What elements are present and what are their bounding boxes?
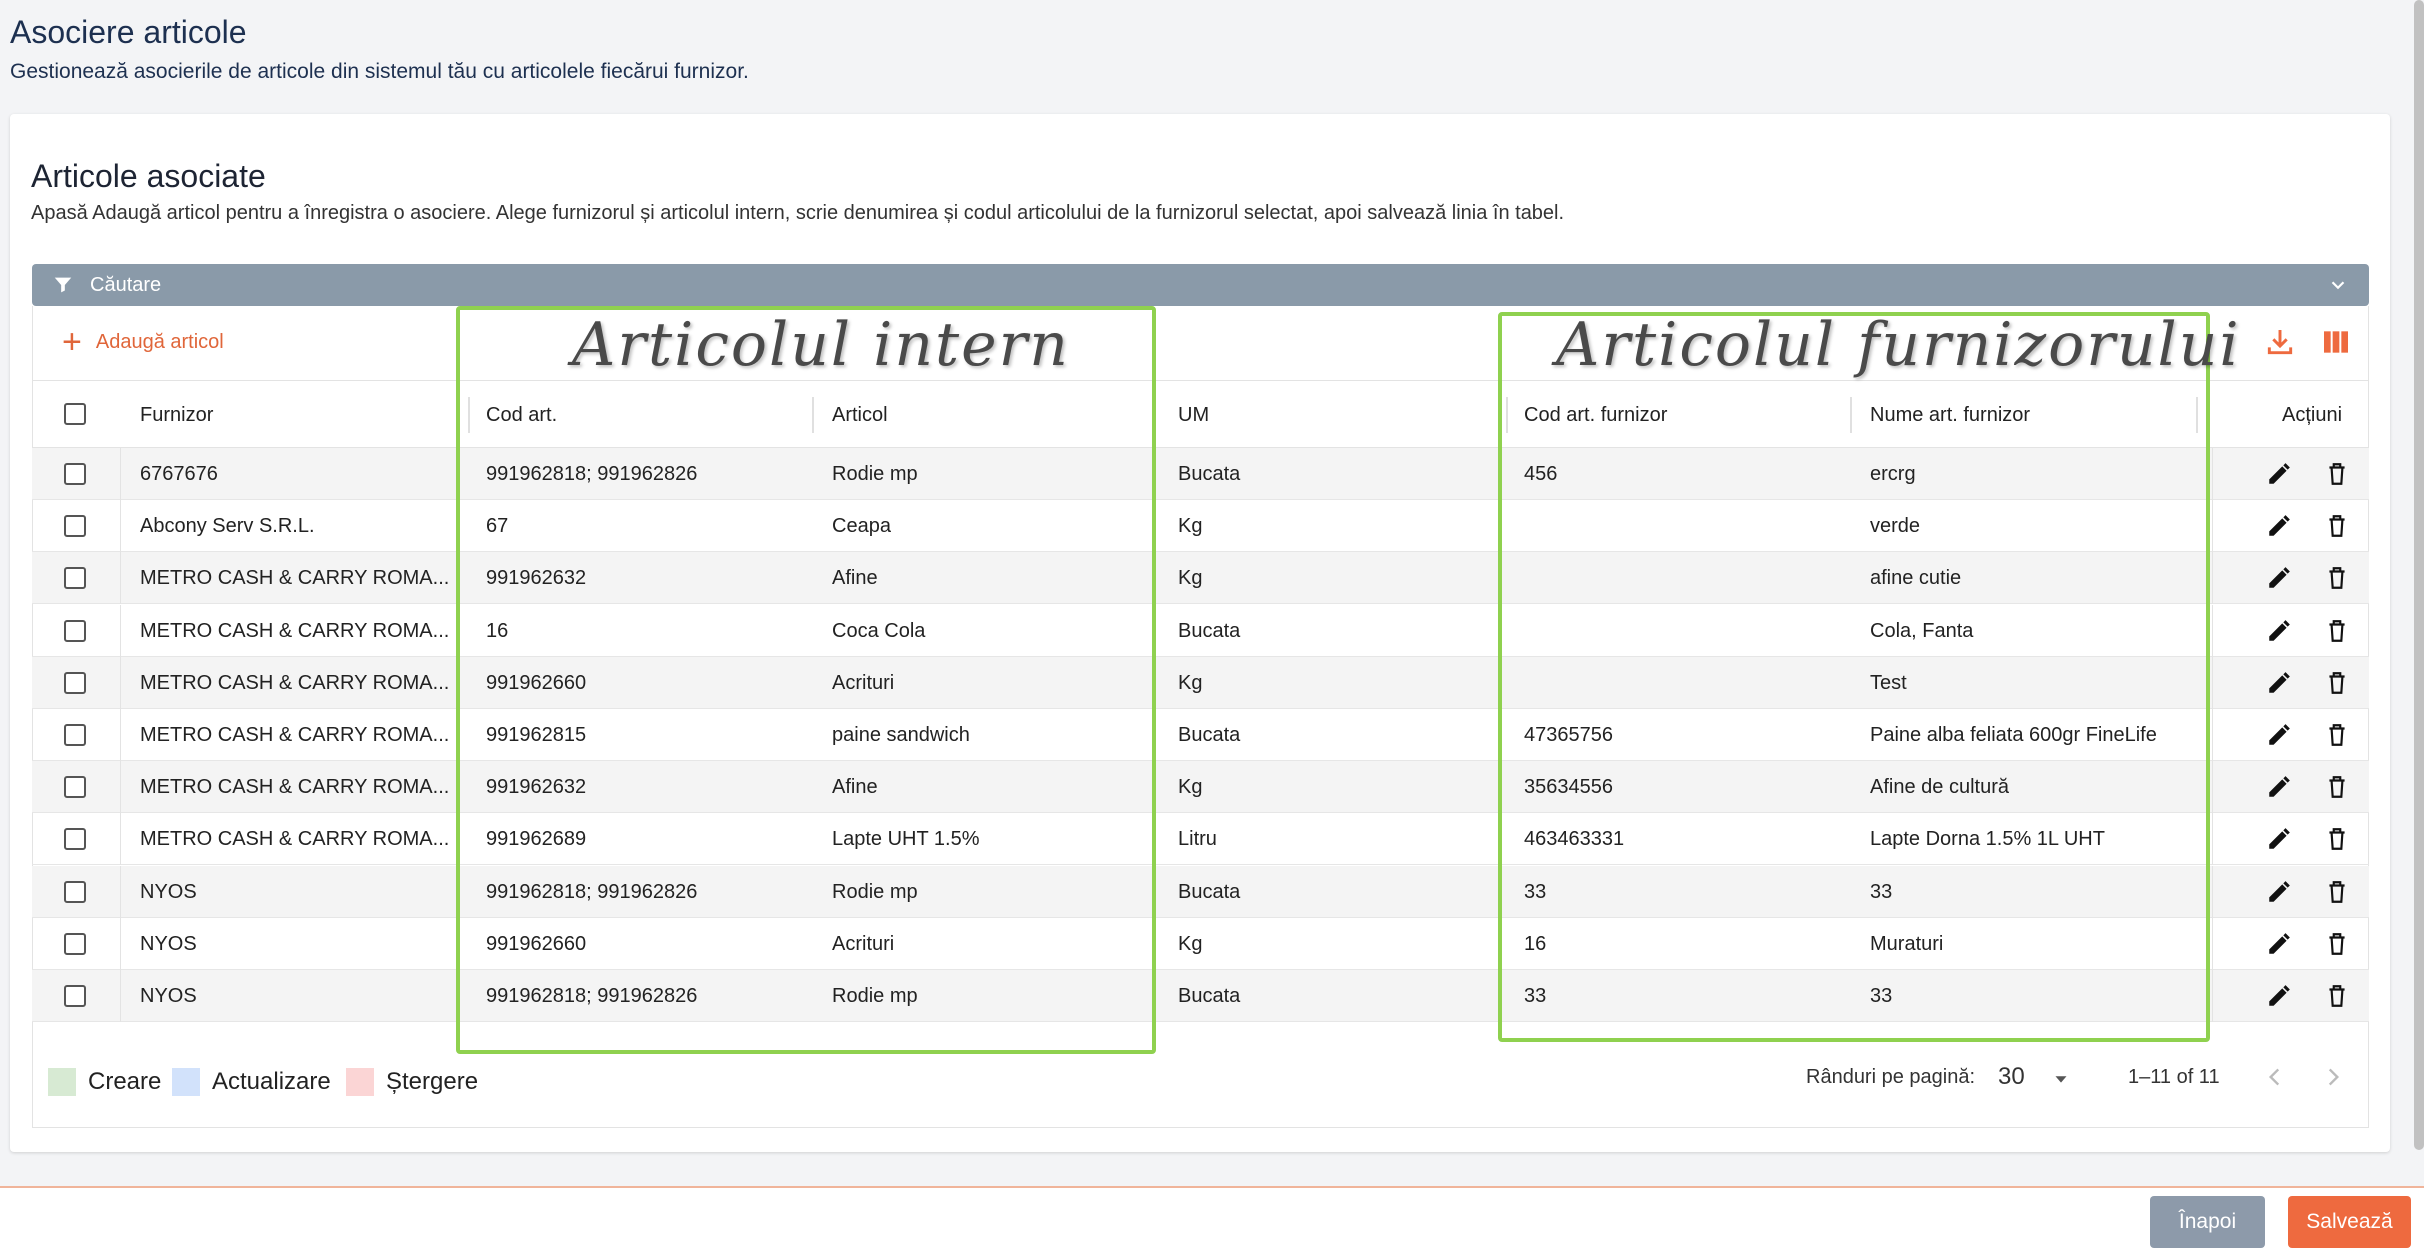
edit-icon[interactable] bbox=[2266, 670, 2292, 696]
save-button[interactable]: Salvează bbox=[2288, 1196, 2411, 1248]
cell-nume-art-furnizor: Paine alba feliata 600gr FineLife bbox=[1870, 724, 2157, 746]
supplier-item-annotation-box bbox=[1498, 312, 2210, 1042]
cell-furnizor: 6767676 bbox=[140, 463, 218, 485]
row-checkbox[interactable] bbox=[64, 881, 86, 903]
cell-divider bbox=[2212, 813, 2213, 865]
download-icon[interactable] bbox=[2264, 326, 2296, 358]
cell-um: Kg bbox=[1178, 515, 1203, 538]
cell-articol: Coca Cola bbox=[832, 619, 926, 642]
edit-icon[interactable] bbox=[2266, 826, 2292, 852]
cell-cod-art-furnizor: 463463331 bbox=[1524, 828, 1625, 851]
cell-divider bbox=[2212, 448, 2213, 500]
row-checkbox[interactable] bbox=[64, 985, 86, 1007]
card-title: Articole asociate bbox=[31, 158, 266, 194]
cell-divider bbox=[2212, 970, 2213, 1022]
page-subtitle: Gestionează asocierile de articole din sistemul tău cu articolele fiecărui furnizor. bbox=[10, 60, 749, 83]
delete-icon[interactable] bbox=[2324, 826, 2350, 852]
cell-nume-art-furnizor: Lapte Dorna 1.5% 1L UHT bbox=[1870, 828, 2105, 851]
add-item-label: Adaugă articol bbox=[95, 330, 224, 353]
legend-label: Actualizare bbox=[212, 1068, 331, 1095]
cell-um: Bucata bbox=[1178, 619, 1241, 642]
cell-nume-art-furnizor: Test bbox=[1870, 671, 1907, 694]
cell-furnizor: NYOS bbox=[140, 932, 197, 955]
cell-um: Bucata bbox=[1178, 985, 1241, 1007]
cell-furnizor: METRO CASH & CARRY ROMA... bbox=[140, 776, 450, 799]
edit-icon[interactable] bbox=[2266, 565, 2292, 591]
cell-divider bbox=[120, 813, 121, 865]
columns-icon[interactable] bbox=[2320, 326, 2352, 358]
header-cod-art[interactable]: Cod art. bbox=[486, 404, 558, 426]
cell-cod-art-furnizor: 456 bbox=[1524, 463, 1558, 485]
cell-furnizor: NYOS bbox=[140, 985, 197, 1007]
cell-furnizor: METRO CASH & CARRY ROMA... bbox=[140, 828, 450, 851]
row-checkbox[interactable] bbox=[64, 933, 86, 955]
cell-um: Kg bbox=[1178, 776, 1203, 799]
cell-um: Kg bbox=[1178, 671, 1203, 694]
delete-icon[interactable] bbox=[2324, 513, 2350, 539]
cell-articol: Lapte UHT 1.5% bbox=[832, 828, 980, 851]
cell-articol: Acrituri bbox=[832, 671, 895, 694]
cell-um: Bucata bbox=[1178, 463, 1241, 485]
supplier-item-annotation-label: Articolul furnizorului bbox=[1556, 310, 2241, 380]
cell-divider bbox=[120, 918, 121, 970]
cell-divider bbox=[2212, 866, 2213, 918]
cell-cod-art: 67 bbox=[486, 515, 509, 538]
delete-icon[interactable] bbox=[2324, 565, 2350, 591]
card-description: Apasă Adaugă articol pentru a înregistra o asociere. Alege furnizorul și articolul intern, scrie denumirea și codul articolului de la furnizorul selectat, apoi salvează linia în tabel. bbox=[31, 202, 1565, 224]
row-checkbox[interactable] bbox=[64, 620, 86, 642]
cell-nume-art-furnizor: Afine de cultură bbox=[1870, 776, 2009, 799]
cell-cod-art: 991962815 bbox=[486, 724, 587, 746]
header-um[interactable]: UM bbox=[1178, 404, 1210, 426]
row-checkbox[interactable] bbox=[64, 463, 86, 485]
legend-create bbox=[48, 1068, 161, 1096]
cell-nume-art-furnizor: verde bbox=[1870, 515, 1921, 538]
delete-icon[interactable] bbox=[2324, 618, 2350, 644]
cell-divider bbox=[120, 709, 121, 761]
cell-nume-art-furnizor: afine cutie bbox=[1870, 567, 1962, 590]
cell-nume-art-furnizor: Cola, Fanta bbox=[1870, 619, 1974, 642]
cell-nume-art-furnizor: ercrg bbox=[1870, 463, 1916, 485]
cell-divider bbox=[120, 500, 121, 552]
cell-cod-art: 16 bbox=[486, 619, 509, 642]
select-all-checkbox[interactable] bbox=[64, 403, 86, 425]
cell-divider bbox=[120, 866, 121, 918]
header-cod-art-furnizor[interactable]: Cod art. furnizor bbox=[1524, 404, 1668, 426]
edit-icon[interactable] bbox=[2266, 618, 2292, 644]
header-articol[interactable]: Articol bbox=[832, 404, 888, 426]
cell-furnizor: METRO CASH & CARRY ROMA... bbox=[140, 671, 450, 694]
cell-divider bbox=[2212, 709, 2213, 761]
internal-item-annotation-box bbox=[456, 306, 1156, 1054]
legend-delete bbox=[346, 1068, 478, 1096]
rows-per-page-label: Rânduri pe pagină: bbox=[1806, 1066, 1976, 1088]
dropdown-arrow-icon bbox=[2050, 1068, 2072, 1090]
internal-item-annotation-label: Articolul intern bbox=[572, 310, 1070, 380]
cell-articol: Acrituri bbox=[832, 932, 895, 955]
row-checkbox[interactable] bbox=[64, 828, 86, 850]
edit-icon[interactable] bbox=[2266, 722, 2292, 748]
cell-cod-art-furnizor: 33 bbox=[1524, 985, 1547, 1007]
edit-icon[interactable] bbox=[2266, 879, 2292, 905]
edit-icon[interactable] bbox=[2266, 931, 2292, 957]
delete-icon[interactable] bbox=[2324, 983, 2350, 1009]
row-checkbox[interactable] bbox=[64, 776, 86, 798]
previous-page-icon[interactable] bbox=[2262, 1064, 2288, 1090]
legend-label: Creare bbox=[88, 1068, 162, 1095]
cell-articol: Rodie mp bbox=[832, 880, 918, 903]
cell-articol: paine sandwich bbox=[832, 724, 970, 746]
header-nume-art-furnizor[interactable]: Nume art. furnizor bbox=[1870, 404, 2031, 426]
cell-nume-art-furnizor: Muraturi bbox=[1870, 932, 1944, 955]
page-title: Asociere articole bbox=[10, 14, 247, 50]
delete-icon[interactable] bbox=[2324, 879, 2350, 905]
back-button[interactable]: Înapoi bbox=[2150, 1196, 2265, 1248]
legend-swatch bbox=[172, 1068, 200, 1096]
cell-furnizor: METRO CASH & CARRY ROMA... bbox=[140, 619, 450, 642]
row-checkbox[interactable] bbox=[64, 567, 86, 589]
cell-furnizor: NYOS bbox=[140, 880, 197, 903]
cell-um: Bucata bbox=[1178, 880, 1241, 903]
cell-nume-art-furnizor: 33 bbox=[1870, 880, 1893, 903]
row-checkbox[interactable] bbox=[64, 672, 86, 694]
cell-um: Litru bbox=[1178, 828, 1217, 851]
legend-update bbox=[172, 1068, 331, 1096]
cell-um: Kg bbox=[1178, 932, 1203, 955]
cell-divider bbox=[120, 552, 121, 604]
cell-articol: Rodie mp bbox=[832, 985, 918, 1007]
cell-divider bbox=[120, 761, 121, 813]
edit-icon[interactable] bbox=[2266, 461, 2292, 487]
cell-um: Bucata bbox=[1178, 724, 1241, 746]
cell-um: Kg bbox=[1178, 567, 1203, 590]
cell-cod-art-furnizor: 35634556 bbox=[1524, 776, 1613, 799]
delete-icon[interactable] bbox=[2324, 722, 2350, 748]
plus-icon: + bbox=[62, 323, 82, 361]
cell-cod-art: 991962818; 991962826 bbox=[486, 463, 698, 485]
cell-cod-art: 991962689 bbox=[486, 828, 587, 851]
rows-per-page-value: 30 bbox=[1998, 1063, 2025, 1090]
cell-articol: Rodie mp bbox=[832, 463, 918, 485]
cell-articol: Afine bbox=[832, 776, 878, 799]
cell-divider bbox=[2212, 657, 2213, 709]
cell-cod-art: 991962660 bbox=[486, 932, 587, 955]
search-label: Căutare bbox=[90, 273, 162, 296]
cell-cod-art-furnizor: 47365756 bbox=[1524, 724, 1613, 746]
rows-per-page-select[interactable] bbox=[1998, 1060, 2072, 1094]
header-actiuni: Acțiuni bbox=[2282, 404, 2343, 426]
cell-divider bbox=[120, 448, 121, 500]
legend-label: Ștergere bbox=[386, 1068, 479, 1095]
delete-icon[interactable] bbox=[2324, 931, 2350, 957]
chevron-down-icon bbox=[2327, 274, 2349, 296]
legend-swatch bbox=[48, 1068, 76, 1096]
delete-icon[interactable] bbox=[2324, 774, 2350, 800]
search-panel-toggle[interactable] bbox=[32, 264, 2369, 306]
cell-cod-art: 991962818; 991962826 bbox=[486, 985, 698, 1007]
add-item-button[interactable] bbox=[62, 322, 224, 362]
legend-swatch bbox=[346, 1068, 374, 1096]
filter-icon bbox=[52, 274, 74, 296]
cell-furnizor: METRO CASH & CARRY ROMA... bbox=[140, 724, 450, 746]
cell-divider bbox=[2212, 918, 2213, 970]
cell-furnizor: Abcony Serv S.R.L. bbox=[140, 515, 315, 538]
cell-cod-art: 991962660 bbox=[486, 671, 587, 694]
cell-divider bbox=[2212, 761, 2213, 813]
cell-divider bbox=[120, 657, 121, 709]
header-furnizor[interactable]: Furnizor bbox=[140, 404, 214, 426]
pagination-range: 1–11 of 11 bbox=[2128, 1066, 2220, 1088]
page-scrollbar[interactable] bbox=[2414, 0, 2424, 1150]
cell-divider bbox=[2212, 500, 2213, 552]
cell-furnizor: METRO CASH & CARRY ROMA... bbox=[140, 567, 450, 590]
row-checkbox[interactable] bbox=[64, 724, 86, 746]
cell-articol: Afine bbox=[832, 567, 878, 590]
edit-icon[interactable] bbox=[2266, 513, 2292, 539]
cell-divider bbox=[2212, 605, 2213, 657]
cell-divider bbox=[120, 605, 121, 657]
cell-cod-art: 991962818; 991962826 bbox=[486, 880, 698, 903]
edit-icon[interactable] bbox=[2266, 983, 2292, 1009]
edit-icon[interactable] bbox=[2266, 774, 2292, 800]
cell-cod-art: 991962632 bbox=[486, 567, 587, 590]
cell-divider bbox=[2212, 552, 2213, 604]
delete-icon[interactable] bbox=[2324, 670, 2350, 696]
delete-icon[interactable] bbox=[2324, 461, 2350, 487]
footer bbox=[0, 1188, 2424, 1260]
cell-divider bbox=[120, 970, 121, 1022]
cell-cod-art-furnizor: 16 bbox=[1524, 932, 1547, 955]
cell-cod-art: 991962632 bbox=[486, 776, 587, 799]
next-page-icon[interactable] bbox=[2320, 1064, 2346, 1090]
cell-nume-art-furnizor: 33 bbox=[1870, 985, 1893, 1007]
row-checkbox[interactable] bbox=[64, 515, 86, 537]
cell-articol: Ceapa bbox=[832, 515, 891, 538]
cell-cod-art-furnizor: 33 bbox=[1524, 880, 1547, 903]
